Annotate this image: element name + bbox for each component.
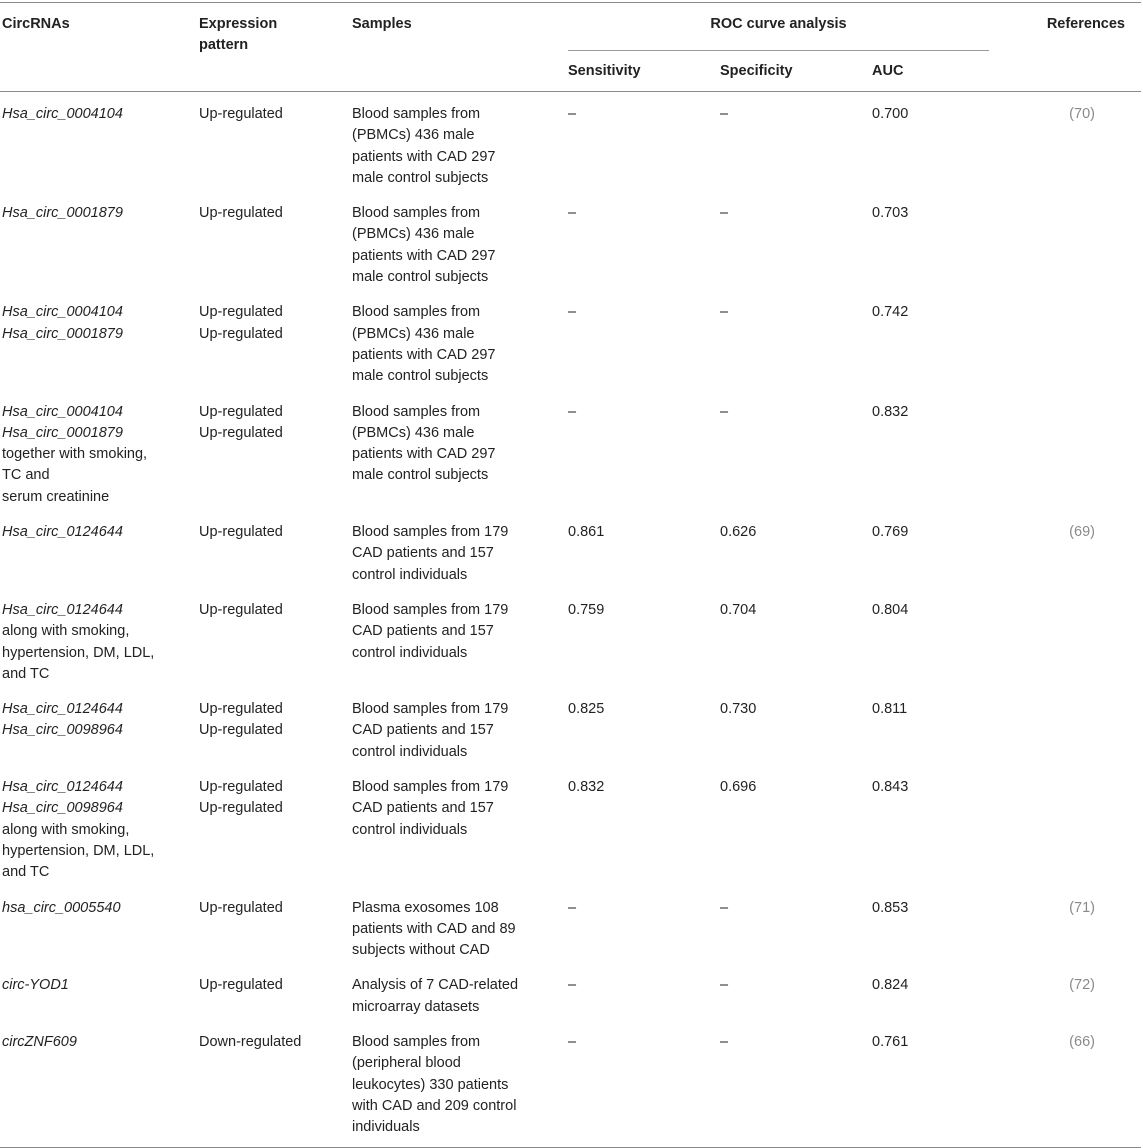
table-row [0,963,1141,1020]
cell-samples [352,290,568,389]
samples-line: with CAD and 209 control [352,1097,517,1114]
cell-sensitivity: 0.759 [568,601,605,618]
circrna-name: Hsa_circ_0001879 [2,205,123,222]
cell-specificity: 0.696 [720,779,757,796]
samples-line: patients with CAD and 89 [352,920,516,937]
samples-line: CAD patients and 157 [352,722,494,739]
cell-auc: 0.832 [872,403,909,420]
circrna-name: Hsa_circ_0004104 [2,304,123,321]
cell-expression-pattern [199,963,352,1020]
cell-sensitivity: 0.825 [568,701,605,718]
samples-line: (peripheral blood [352,1055,461,1072]
table-row [0,191,1141,290]
header-auc: AUC [872,63,904,79]
samples-line: patients with CAD 297 [352,446,496,463]
samples-line: CAD patients and 157 [352,545,494,562]
cell-circrna [0,963,199,1020]
circrna-name: Hsa_circ_0001879 [2,424,123,441]
samples-line: Blood samples from [352,304,481,321]
cell-circrna [0,886,199,964]
samples-line: Blood samples from 179 [352,524,509,541]
expression-value: Up-regulated [199,325,283,342]
header-samples: Samples [352,16,412,32]
samples-line: male control subjects [352,169,489,186]
cell-samples [352,510,568,588]
cell-circrna [0,390,199,510]
samples-line: control individuals [352,821,468,838]
cell-reference: (66) [1069,1033,1095,1050]
cell-circrna [0,92,199,192]
expression-value: Up-regulated [199,304,283,321]
circrna-covariates: TC and [2,467,50,484]
cell-samples [352,1020,568,1148]
samples-line: (PBMCs) 436 male [352,226,475,243]
cell-auc: 0.853 [872,899,909,916]
cell-specificity: – [720,899,729,916]
cell-reference [989,390,1141,510]
cell-auc: 0.761 [872,1033,909,1050]
circrna-name: Hsa_circ_0004104 [2,403,123,420]
cell-specificity: 0.704 [720,601,757,618]
samples-line: control individuals [352,566,468,583]
expression-value: Up-regulated [199,205,283,222]
expression-value: Up-regulated [199,524,283,541]
samples-line: (PBMCs) 436 male [352,127,475,144]
cell-expression-pattern [199,1020,352,1148]
circrna-covariates: hypertension, DM, LDL, [2,842,155,859]
expression-value: Up-regulated [199,701,283,718]
cell-expression-pattern [199,886,352,964]
samples-line: Blood samples from [352,403,481,420]
samples-line: microarray datasets [352,998,480,1015]
cell-specificity: 0.730 [720,701,757,718]
cell-samples [352,191,568,290]
table-row [0,92,1141,192]
cell-reference [989,191,1141,290]
cell-sensitivity: 0.832 [568,779,605,796]
table-row [0,765,1141,885]
cell-auc: 0.843 [872,779,909,796]
cell-auc: 0.700 [872,106,909,122]
cell-auc: 0.811 [872,701,908,718]
circrna-covariates: along with smoking, [2,623,130,640]
cell-sensitivity: – [568,977,577,994]
cell-reference [989,588,1141,687]
circrna-covariates: and TC [2,665,50,682]
cell-sensitivity: – [568,403,577,420]
cell-sensitivity: – [568,1033,577,1050]
samples-line: Plasma exosomes 108 [352,899,499,916]
cell-expression-pattern [199,390,352,510]
cell-auc: 0.742 [872,304,909,321]
expression-value: Up-regulated [199,601,283,618]
cell-sensitivity: – [568,205,577,222]
cell-reference [989,290,1141,389]
cell-expression-pattern [199,191,352,290]
header-specificity: Specificity [720,63,793,79]
cell-auc: 0.804 [872,601,909,618]
circrna-name: circZNF609 [2,1033,77,1050]
samples-line: patients with CAD 297 [352,346,496,363]
cell-auc: 0.824 [872,977,909,994]
cell-circrna [0,510,199,588]
table-row [0,1020,1141,1148]
reference-link[interactable]: 71 [1074,899,1091,916]
cell-auc: 0.769 [872,524,909,541]
circrna-name: Hsa_circ_0098964 [2,800,123,817]
expression-value: Up-regulated [199,899,283,916]
samples-line: Analysis of 7 CAD-related [352,977,519,994]
circrna-covariates: serum creatinine [2,488,110,505]
table-row [0,390,1141,510]
circrna-covariates: hypertension, DM, LDL, [2,644,155,661]
header-circrnas: CircRNAs [2,16,70,32]
samples-line: individuals [352,1119,420,1136]
cell-expression-pattern [199,687,352,765]
samples-line: Blood samples from 179 [352,701,509,718]
samples-line: CAD patients and 157 [352,800,494,817]
samples-line: CAD patients and 157 [352,623,494,640]
cell-reference: (71) [1069,899,1095,916]
cell-samples [352,92,568,192]
cell-circrna [0,191,199,290]
cell-expression-pattern [199,290,352,389]
header-references: References [1046,16,1125,32]
cell-reference: (70) [1069,106,1095,122]
cell-circrna [0,765,199,885]
samples-line: (PBMCs) 436 male [352,424,475,441]
cell-sensitivity: – [568,304,577,321]
cell-sensitivity: – [568,106,577,122]
table-row [0,510,1141,588]
samples-line: subjects without CAD [352,942,490,959]
samples-line: male control subjects [352,368,489,385]
cell-reference: (72) [1069,977,1095,994]
expression-value: Up-regulated [199,424,283,441]
cell-reference [989,765,1141,885]
samples-line: control individuals [352,743,468,760]
header-roc-curve-analysis: ROC curve analysis [568,3,989,51]
circrna-name: Hsa_circ_0004104 [2,106,123,122]
cell-samples [352,588,568,687]
cell-specificity: 0.626 [720,524,757,541]
cell-specificity: – [720,1033,729,1050]
cell-reference [989,687,1141,765]
table-row [0,588,1141,687]
cell-samples [352,687,568,765]
expression-value: Up-regulated [199,779,283,796]
cell-specificity: – [720,304,729,321]
circrna-name: hsa_circ_0005540 [2,899,121,916]
circrna-covariates: along with smoking, [2,821,130,838]
table-row [0,687,1141,765]
reference-link[interactable]: 69 [1074,524,1091,541]
cell-samples [352,765,568,885]
cell-auc: 0.703 [872,205,909,222]
expression-value: Up-regulated [199,977,283,994]
cell-sensitivity: 0.861 [568,524,605,541]
expression-value: Up-regulated [199,106,283,122]
table-row [0,290,1141,389]
cell-specificity: – [720,977,729,994]
expression-value: Up-regulated [199,403,283,420]
cell-sensitivity: – [568,899,577,916]
samples-line: Blood samples from 179 [352,601,509,618]
cell-circrna [0,687,199,765]
cell-circrna [0,1020,199,1148]
cell-reference: (69) [1069,524,1095,541]
table-row [0,886,1141,964]
cell-circrna [0,290,199,389]
expression-value: Up-regulated [199,800,283,817]
samples-line: male control subjects [352,467,489,484]
cell-samples [352,886,568,964]
cell-expression-pattern [199,765,352,885]
cell-samples [352,963,568,1020]
circrna-name: Hsa_circ_0098964 [2,722,123,739]
samples-line: leukocytes) 330 patients [352,1076,509,1093]
expression-value: Up-regulated [199,722,283,739]
circrna-covariates: and TC [2,864,50,881]
reference-link[interactable]: 66 [1074,1033,1091,1050]
cell-specificity: – [720,403,729,420]
samples-line: (PBMCs) 436 male [352,325,475,342]
cell-expression-pattern [199,588,352,687]
circrna-name: Hsa_circ_0124644 [2,701,123,718]
samples-line: male control subjects [352,269,489,286]
cell-expression-pattern [199,510,352,588]
circrna-name: circ-YOD1 [2,977,69,994]
reference-link[interactable]: 70 [1074,106,1091,122]
header-sensitivity: Sensitivity [568,63,641,79]
samples-line: control individuals [352,644,468,661]
samples-line: Blood samples from [352,205,481,222]
cell-specificity: – [720,205,729,222]
circrna-name: Hsa_circ_0124644 [2,779,123,796]
roc-table [0,2,1141,1148]
samples-line: Blood samples from 179 [352,779,509,796]
circrna-name: Hsa_circ_0124644 [2,601,123,618]
samples-line: Blood samples from [352,1033,481,1050]
cell-expression-pattern [199,92,352,192]
cell-specificity: – [720,106,729,122]
samples-line: Blood samples from [352,106,481,122]
samples-line: patients with CAD 297 [352,148,496,165]
cell-circrna [0,588,199,687]
circrna-name: Hsa_circ_0124644 [2,524,123,541]
circrna-name: Hsa_circ_0001879 [2,325,123,342]
samples-line: patients with CAD 297 [352,247,496,264]
reference-link[interactable]: 72 [1074,977,1091,994]
header-expression-pattern: Expression pattern [199,16,278,53]
circrna-covariates: together with smoking, [2,446,148,463]
cell-samples [352,390,568,510]
expression-value: Down-regulated [199,1033,302,1050]
